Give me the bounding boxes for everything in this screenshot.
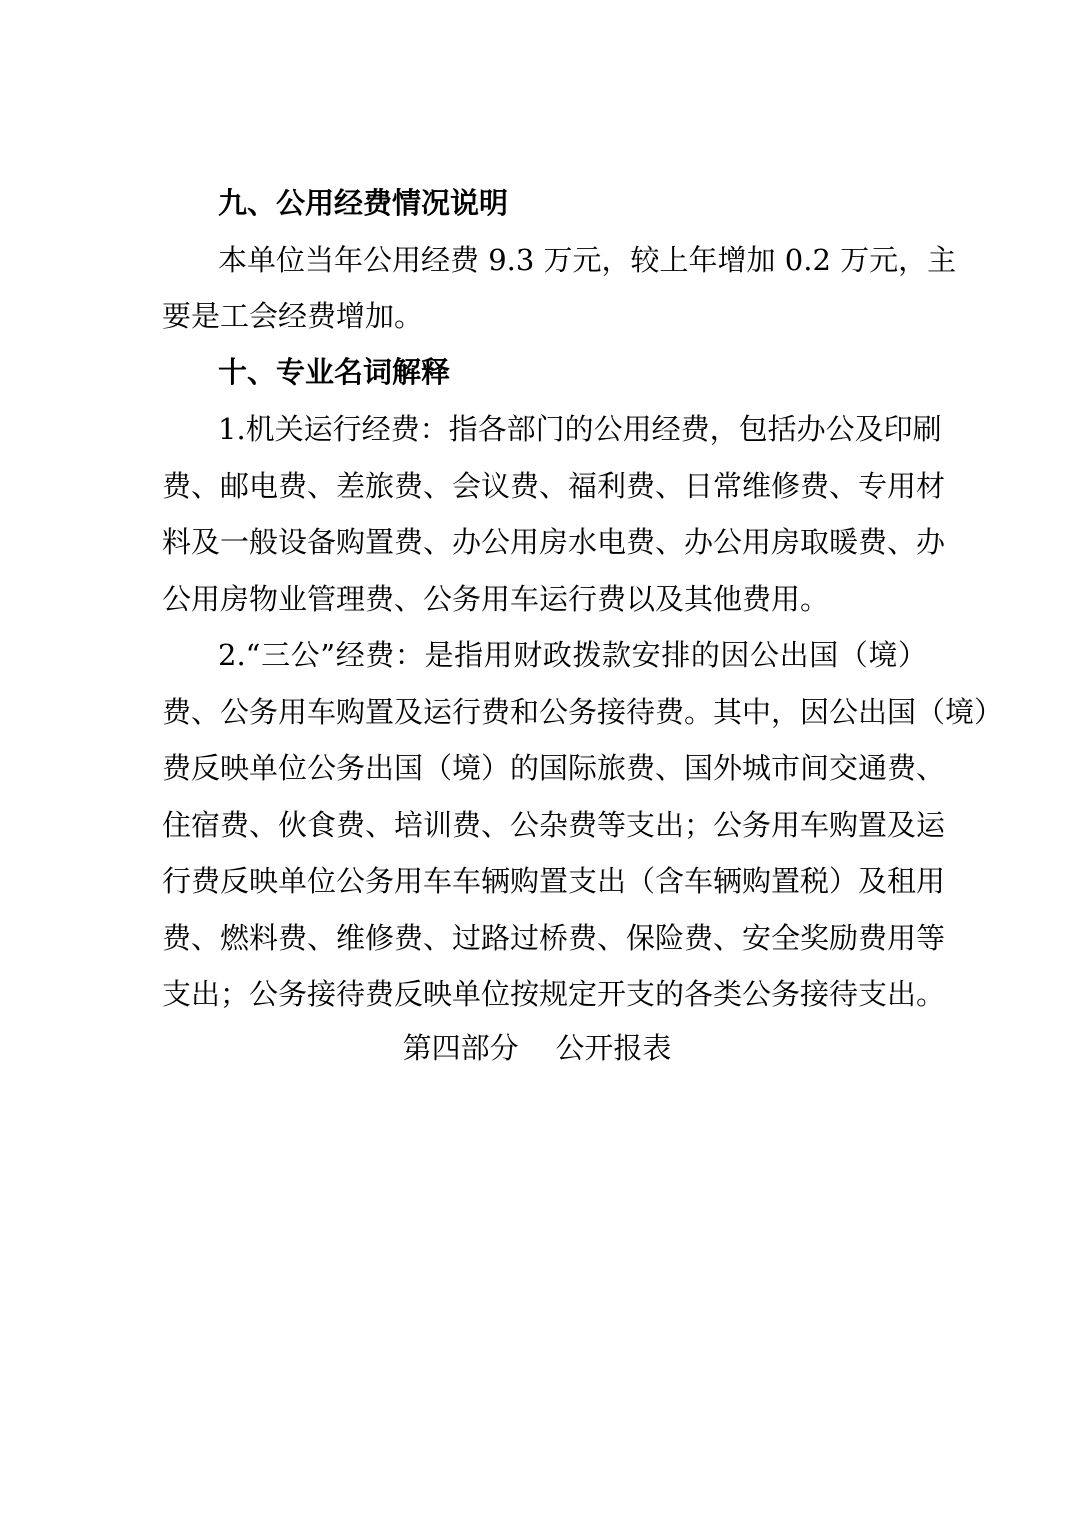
part-4-title: 第四部分 公开报表	[402, 1031, 672, 1065]
paragraph-line: 行费反映单位公务用车车辆购置支出（含车辆购置税）及租用	[162, 864, 946, 898]
paragraph-line: 支出；公务接待费反映单位按规定开支的各类公务接待支出。	[162, 977, 946, 1011]
section-10-heading: 十、专业名词解释	[218, 355, 451, 389]
paragraph-line: 要是工会经费增加。	[162, 299, 424, 333]
paragraph-line: 费、邮电费、差旅费、会议费、福利费、日常维修费、专用材	[162, 469, 946, 503]
paragraph-line: 住宿费、伙食费、培训费、公杂费等支出；公务用车购置及运	[162, 808, 946, 842]
section-9-heading: 九、公用经费情况说明	[218, 186, 509, 220]
paragraph-line: 公用房物业管理费、公务用车运行费以及其他费用。	[162, 582, 830, 616]
paragraph-line: 费、燃料费、维修费、过路过桥费、保险费、安全奖励费用等	[162, 921, 946, 955]
paragraph-line: 费反映单位公务出国（境）的国际旅费、国外城市间交通费、	[162, 751, 946, 785]
paragraph-line: 本单位当年公用经费 9.3 万元，较上年增加 0.2 万元，主	[218, 243, 957, 277]
paragraph-line: 1.机关运行经费：指各部门的公用经费，包括办公及印刷	[218, 412, 942, 446]
paragraph-line: 料及一般设备购置费、办公用房水电费、办公用房取暖费、办	[162, 525, 946, 559]
paragraph-line: 费、公务用车购置及运行费和公务接待费。其中，因公出国（境）	[162, 695, 1004, 729]
paragraph-line: 2.“三公”经费：是指用财政拨款安排的因公出国（境）	[218, 638, 927, 672]
